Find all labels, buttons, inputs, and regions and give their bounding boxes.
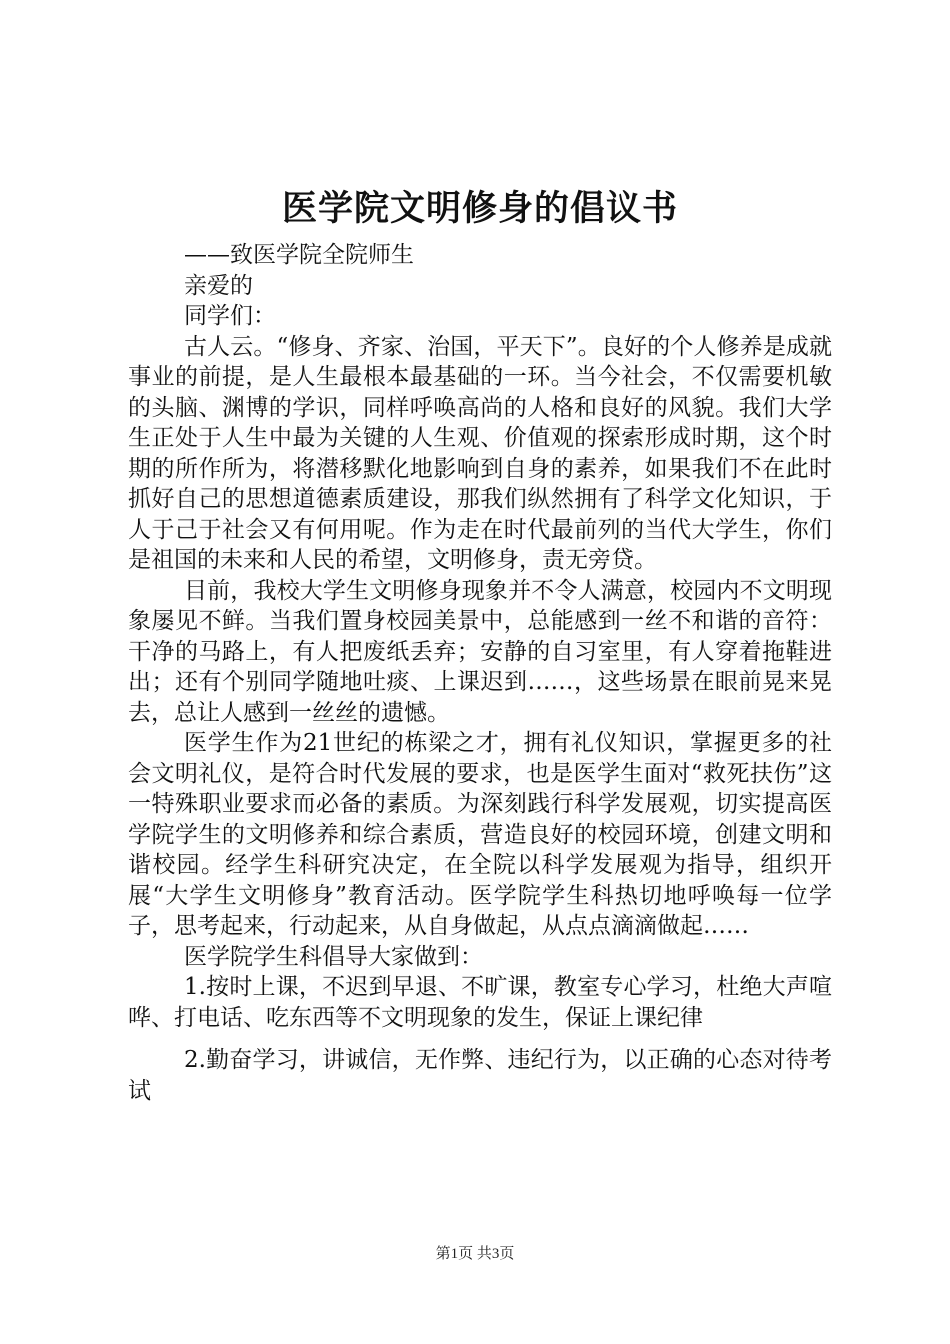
list-item: 1.按时上课，不迟到早退、不旷课，教室专心学习，杜绝大声喧哗、打电话、吃东西等不文明现象的发生，保证上课纪律 [128,974,832,1031]
salutation-line-1: 亲爱的 [184,272,253,299]
page-footer: 第1页 共3页 [435,1246,515,1262]
paragraph-intro: 古人云。“修身、齐家、治国，平天下”。良好的个人修养是成就事业的前提，是人生最根本最基础的一环。当今社会，不仅需要机敏的头脑、渊博的学识，同样呼唤高尚的人格和良好的风貌。我们大学生正处于人生中最为关键的人生观、价值观的探索形成时期，这个时期的所作所为，将潜移默化地影响到自身的素养，如果我们不在此时抓好自己的思想道德素质建设，那我们纵然拥有了科学文化知识，于人于己于社会又有何用呢。作为走在时代最前列的当代大学生，你们是祖国的未来和人民的希望，文明修身，责无旁贷。 [128,333,832,573]
salutation-line-2: 同学们： [184,303,276,329]
page-title: 医学院文明修身的倡议书 [281,188,678,229]
subtitle: ——致医学院全院师生 [184,242,414,268]
list-item: 2.勤奋学习，讲诚信，无作弊、违纪行为，以正确的心态对待考试 [128,1047,832,1104]
list-spacer [128,1033,832,1045]
document-body [128,178,832,1106]
paragraph-proposal-lead: 医学院学生科倡导大家做到： [184,943,483,970]
paragraph-current-state: 目前，我校大学生文明修身现象并不令人满意，校园内不文明现象屡见不鲜。当我们置身校园美景中，总能感到一丝不和谐的音符：干净的马路上，有人把废纸丢弃；安静的自习室里，有人穿着拖鞋进出；还有个别同学随地吐痰、上课迟到……，这些场景在眼前晃来晃去，总让人感到一丝丝的遗憾。 [128,577,832,726]
paragraph-medical-students: 医学生作为21世纪的栋梁之才，拥有礼仪知识，掌握更多的社会文明礼仪，是符合时代发展的要求，也是医学生面对“救死扶伤”这一特殊职业要求而必备的素质。为深刻践行科学发展观，切实提高医学院学生的文明修养和综合素质，营造良好的校园环境，创建文明和谐校园。经学生科研究决定，在全院以科学发展观为指导，组织开展“大学生文明修身”教育活动。医学院学生科热切地呼唤每一位学子，思考起来，行动起来，从自身做起，从点点滴滴做起…… [128,730,832,939]
